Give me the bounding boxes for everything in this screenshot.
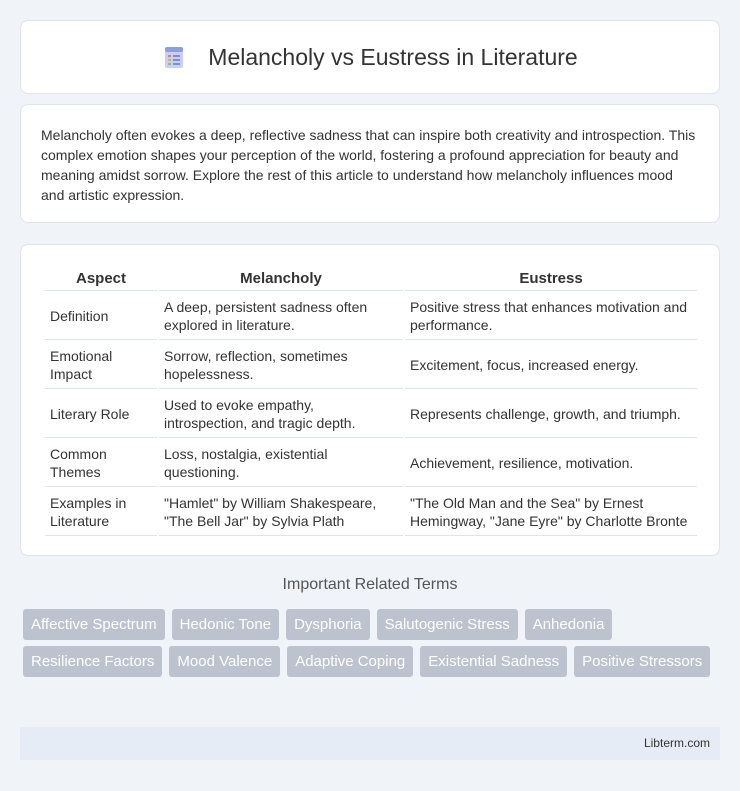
header-aspect: Aspect: [45, 267, 157, 291]
table-cell: Used to evoke empathy, introspection, and tragic depth.: [159, 391, 403, 438]
table-row: [45, 440, 697, 487]
table-cell: Definition: [45, 293, 157, 340]
table-cell: Sorrow, reflection, sometimes hopelessness.: [159, 342, 403, 389]
footer: [20, 727, 720, 760]
intro-card: [20, 104, 720, 223]
related-term-tag[interactable]: Hedonic Tone: [172, 609, 279, 640]
related-term-tag[interactable]: Salutogenic Stress: [377, 609, 518, 640]
table-cell: A deep, persistent sadness often explored in literature.: [159, 293, 403, 340]
header-card: [20, 20, 720, 94]
table-row: [45, 342, 697, 389]
comparison-table: [43, 265, 699, 538]
related-term-tag[interactable]: Anhedonia: [525, 609, 613, 640]
document-icon: [162, 45, 186, 69]
related-term-tag[interactable]: Affective Spectrum: [23, 609, 165, 640]
header-eustress: Eustress: [405, 267, 697, 291]
related-term-tag[interactable]: Mood Valence: [169, 646, 280, 677]
related-terms-title: Important Related Terms: [282, 576, 458, 593]
table-cell: "Hamlet" by William Shakespeare, "The Bell Jar" by Sylvia Plath: [159, 489, 403, 536]
footer-site-link[interactable]: Libterm.com: [643, 736, 710, 750]
comparison-table-card: [20, 244, 720, 556]
table-cell: Excitement, focus, increased energy.: [405, 342, 697, 389]
table-row: [45, 391, 697, 438]
table-header-row: [45, 267, 697, 291]
page-title: Melancholy vs Eustress in Literature: [208, 43, 578, 70]
table-row: [45, 489, 697, 536]
table-cell: Literary Role: [45, 391, 157, 438]
table-cell: "The Old Man and the Sea" by Ernest Hemingway, "Jane Eyre" by Charlotte Bronte: [405, 489, 697, 536]
table-cell: Common Themes: [45, 440, 157, 487]
table-row: [45, 293, 697, 340]
table-cell: Represents challenge, growth, and triumph.: [405, 391, 697, 438]
related-terms-list: [23, 609, 723, 683]
related-term-tag[interactable]: Resilience Factors: [23, 646, 162, 677]
related-term-tag[interactable]: Dysphoria: [286, 609, 370, 640]
related-term-tag[interactable]: Existential Sadness: [420, 646, 567, 677]
table-cell: Positive stress that enhances motivation and performance.: [405, 293, 697, 340]
related-term-tag[interactable]: Adaptive Coping: [287, 646, 413, 677]
related-term-tag[interactable]: Positive Stressors: [574, 646, 710, 677]
table-cell: Emotional Impact: [45, 342, 157, 389]
intro-text: Melancholy often evokes a deep, reflective sadness that can inspire both creativity and introspection. This complex emotion shapes your perception of the world, fostering a profound appreciation for beauty and meaning amidst sorrow. Explore the rest of this article to understand how melancholy influences mood and artistic expression.: [41, 127, 696, 203]
header-melancholy: Melancholy: [159, 267, 403, 291]
table-cell: Examples in Literature: [45, 489, 157, 536]
table-cell: Loss, nostalgia, existential questioning.: [159, 440, 403, 487]
table-cell: Achievement, resilience, motivation.: [405, 440, 697, 487]
